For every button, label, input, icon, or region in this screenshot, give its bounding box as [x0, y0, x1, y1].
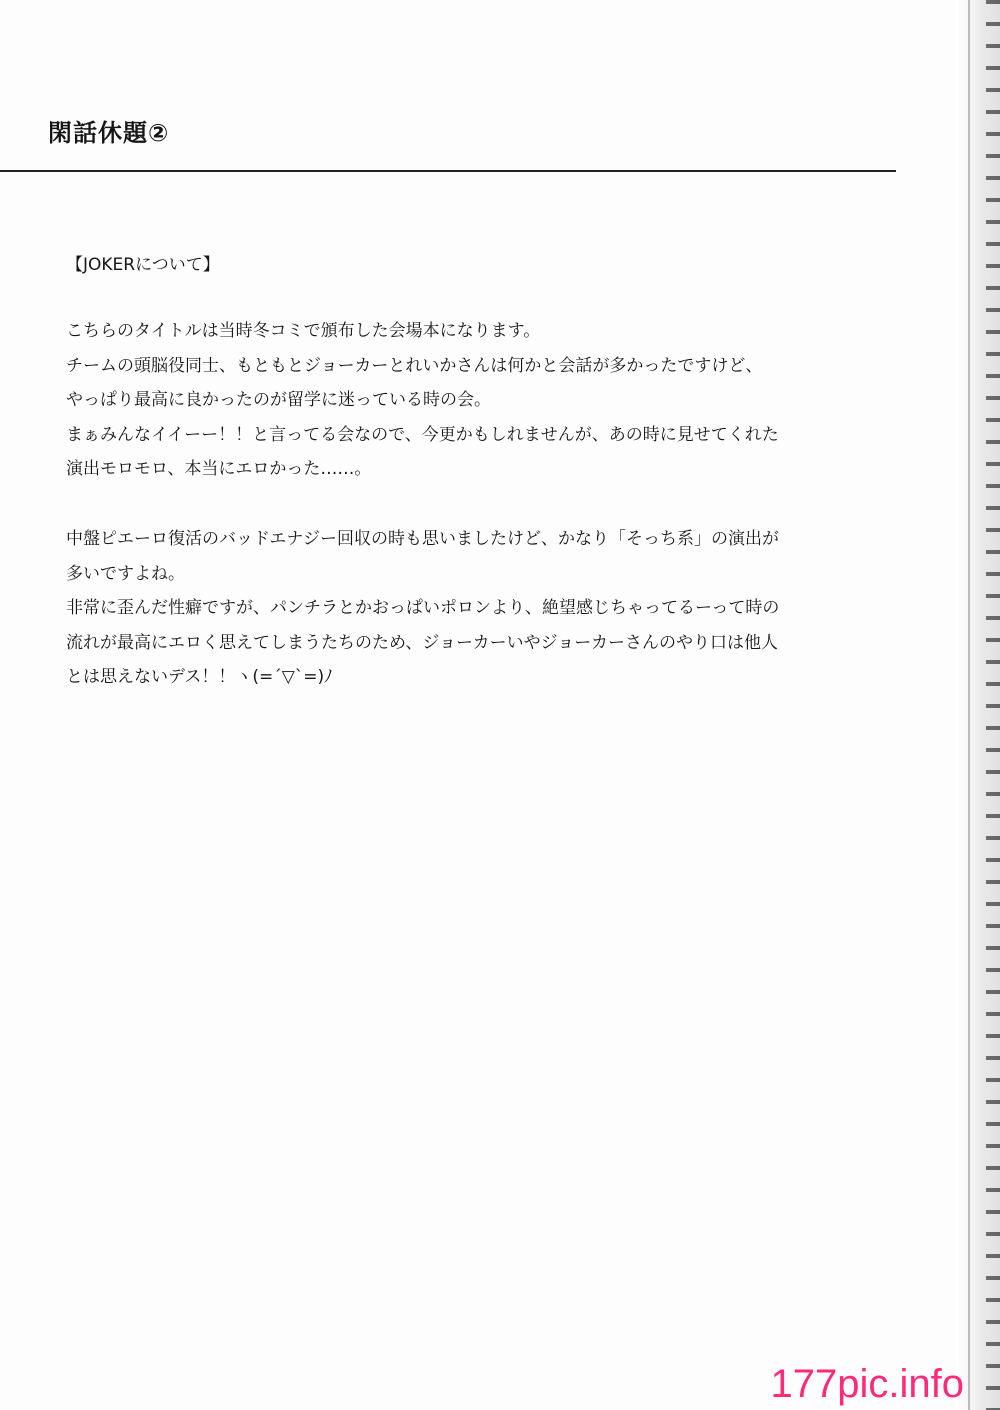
- paragraph-line: こちらのタイトルは当時冬コミで頒布した会場本になります。: [66, 321, 541, 341]
- paragraph-1: [66, 314, 779, 487]
- binding-edge-line: [968, 0, 970, 1410]
- paragraph-line: 演出モロモロ、本当にエロかった……。: [66, 459, 372, 479]
- paragraph-line: チームの頭脳役同士、もともとジョーカーとれいかさんは何かと会話が多かったですけど、: [66, 355, 763, 376]
- page-title: 閑話休題②: [48, 119, 170, 147]
- paragraph-line: やっぱり最高に良かったのが留学に迷っている時の会。: [66, 390, 491, 410]
- watermark-text: 177pic.info: [770, 1362, 964, 1406]
- paragraph-2: [66, 522, 779, 695]
- paragraph-line: 流れが最高にエロく思えてしまうたちのため、ジョーカーいやジョーカーさんのやり口は他人: [66, 632, 778, 653]
- paragraph-line: まぁみんなイイーー！！と言ってる会なので、今更かもしれませんが、あの時に見せてくれた: [66, 424, 779, 445]
- binding-edge-notches: [986, 0, 1000, 1410]
- paragraph-line: とは思えないデス！！ヽ(=´▽`=)ﾉ: [66, 667, 333, 687]
- paragraph-line: 非常に歪んだ性癖ですが、パンチラとかおっぱいポロンより、絶望感じちゃってるーって時の: [66, 598, 780, 618]
- paragraph-line: 多いですよね。: [66, 563, 185, 584]
- section-heading: 【JOKERについて】: [66, 255, 220, 275]
- title-underline-rule: [0, 170, 896, 172]
- paragraph-line: 中盤ピエーロ復活のバッドエナジー回収の時も思いましたけど、かなり「そっち系」の演出が: [66, 529, 779, 549]
